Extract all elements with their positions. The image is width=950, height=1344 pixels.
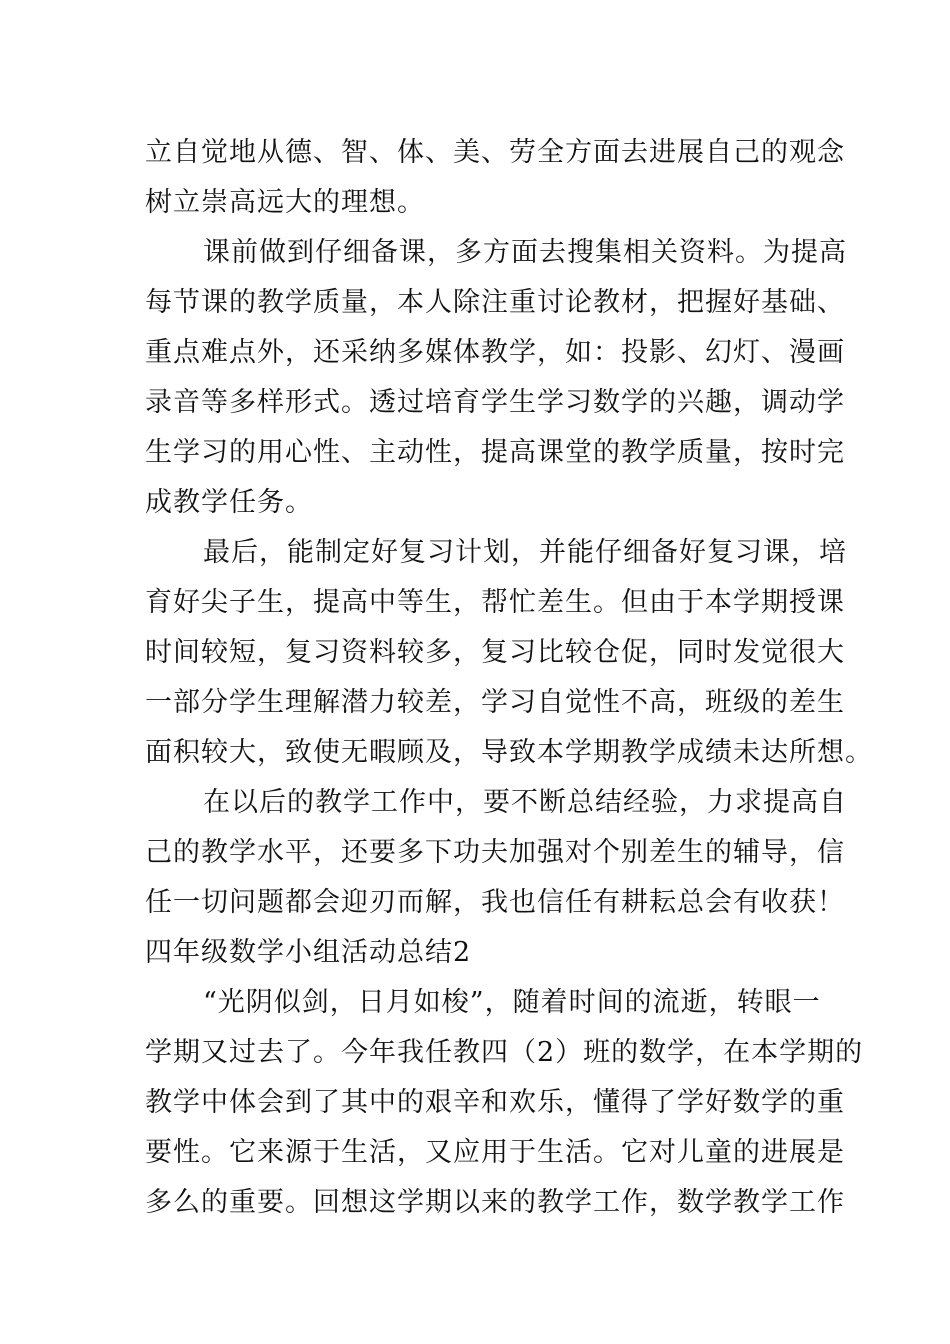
text-line: 任一切问题都会迎刃而解，我也信任有耕耘总会有收获！: [145, 887, 845, 918]
document-body: [145, 128, 873, 1228]
text-line: 录音等多样形式。透过培育学生学习数学的兴趣，调动学: [145, 387, 845, 418]
section-title: 四年级数学小组活动总结2: [145, 937, 472, 968]
text-line: 学期又过去了。今年我任教四（2）班的数学，在本学期的: [145, 1037, 864, 1068]
text-line: 一部分学生理解潜力较差，学习自觉性不高，班级的差生: [145, 687, 845, 718]
text-line: 育好尖子生，提高中等生，帮忙差生。但由于本学期授课: [145, 587, 845, 618]
text-line: 最后，能制定好复习计划，并能仔细备好复习课，培: [203, 537, 847, 568]
text-line: 生学习的用心性、主动性，提高课堂的教学质量，按时完: [145, 437, 845, 468]
text-line: 时间较短，复习资料较多，复习比较仓促，同时发觉很大: [145, 637, 845, 668]
paragraph: [145, 778, 847, 928]
paragraph: [145, 978, 864, 1228]
text-line: 树立崇高远大的理想。: [145, 187, 425, 218]
text-line: 成教学任务。: [145, 487, 313, 518]
text-line: 要性。它来源于生活，又应用于生活。它对儿童的进展是: [145, 1137, 845, 1168]
text-line: “光阴似剑，日月如梭”，随着时间的流逝，转眼一: [203, 987, 821, 1018]
text-line: 教学中体会到了其中的艰辛和欢乐，懂得了学好数学的重: [145, 1087, 845, 1118]
text-line: 在以后的教学工作中，要不断总结经验，力求提高自: [203, 787, 847, 818]
paragraph: [145, 228, 847, 528]
text-line: 己的教学水平，还要多下功夫加强对个别差生的辅导，信: [145, 837, 845, 868]
text-line: 课前做到仔细备课，多方面去搜集相关资料。为提高: [203, 237, 847, 268]
text-line: 多么的重要。回想这学期以来的教学工作，数学教学工作: [145, 1187, 845, 1218]
text-line: 重点难点外，还采纳多媒体教学，如：投影、幻灯、漫画: [145, 337, 845, 368]
text-line: 立自觉地从德、智、体、美、劳全方面去进展自己的观念: [145, 137, 845, 168]
paragraph: [145, 128, 845, 228]
text-line: 每节课的教学质量，本人除注重讨论教材，把握好基础、: [145, 287, 845, 318]
text-line: 面积较大，致使无暇顾及，导致本学期教学成绩未达所想。: [145, 737, 873, 768]
paragraph: [145, 528, 873, 778]
